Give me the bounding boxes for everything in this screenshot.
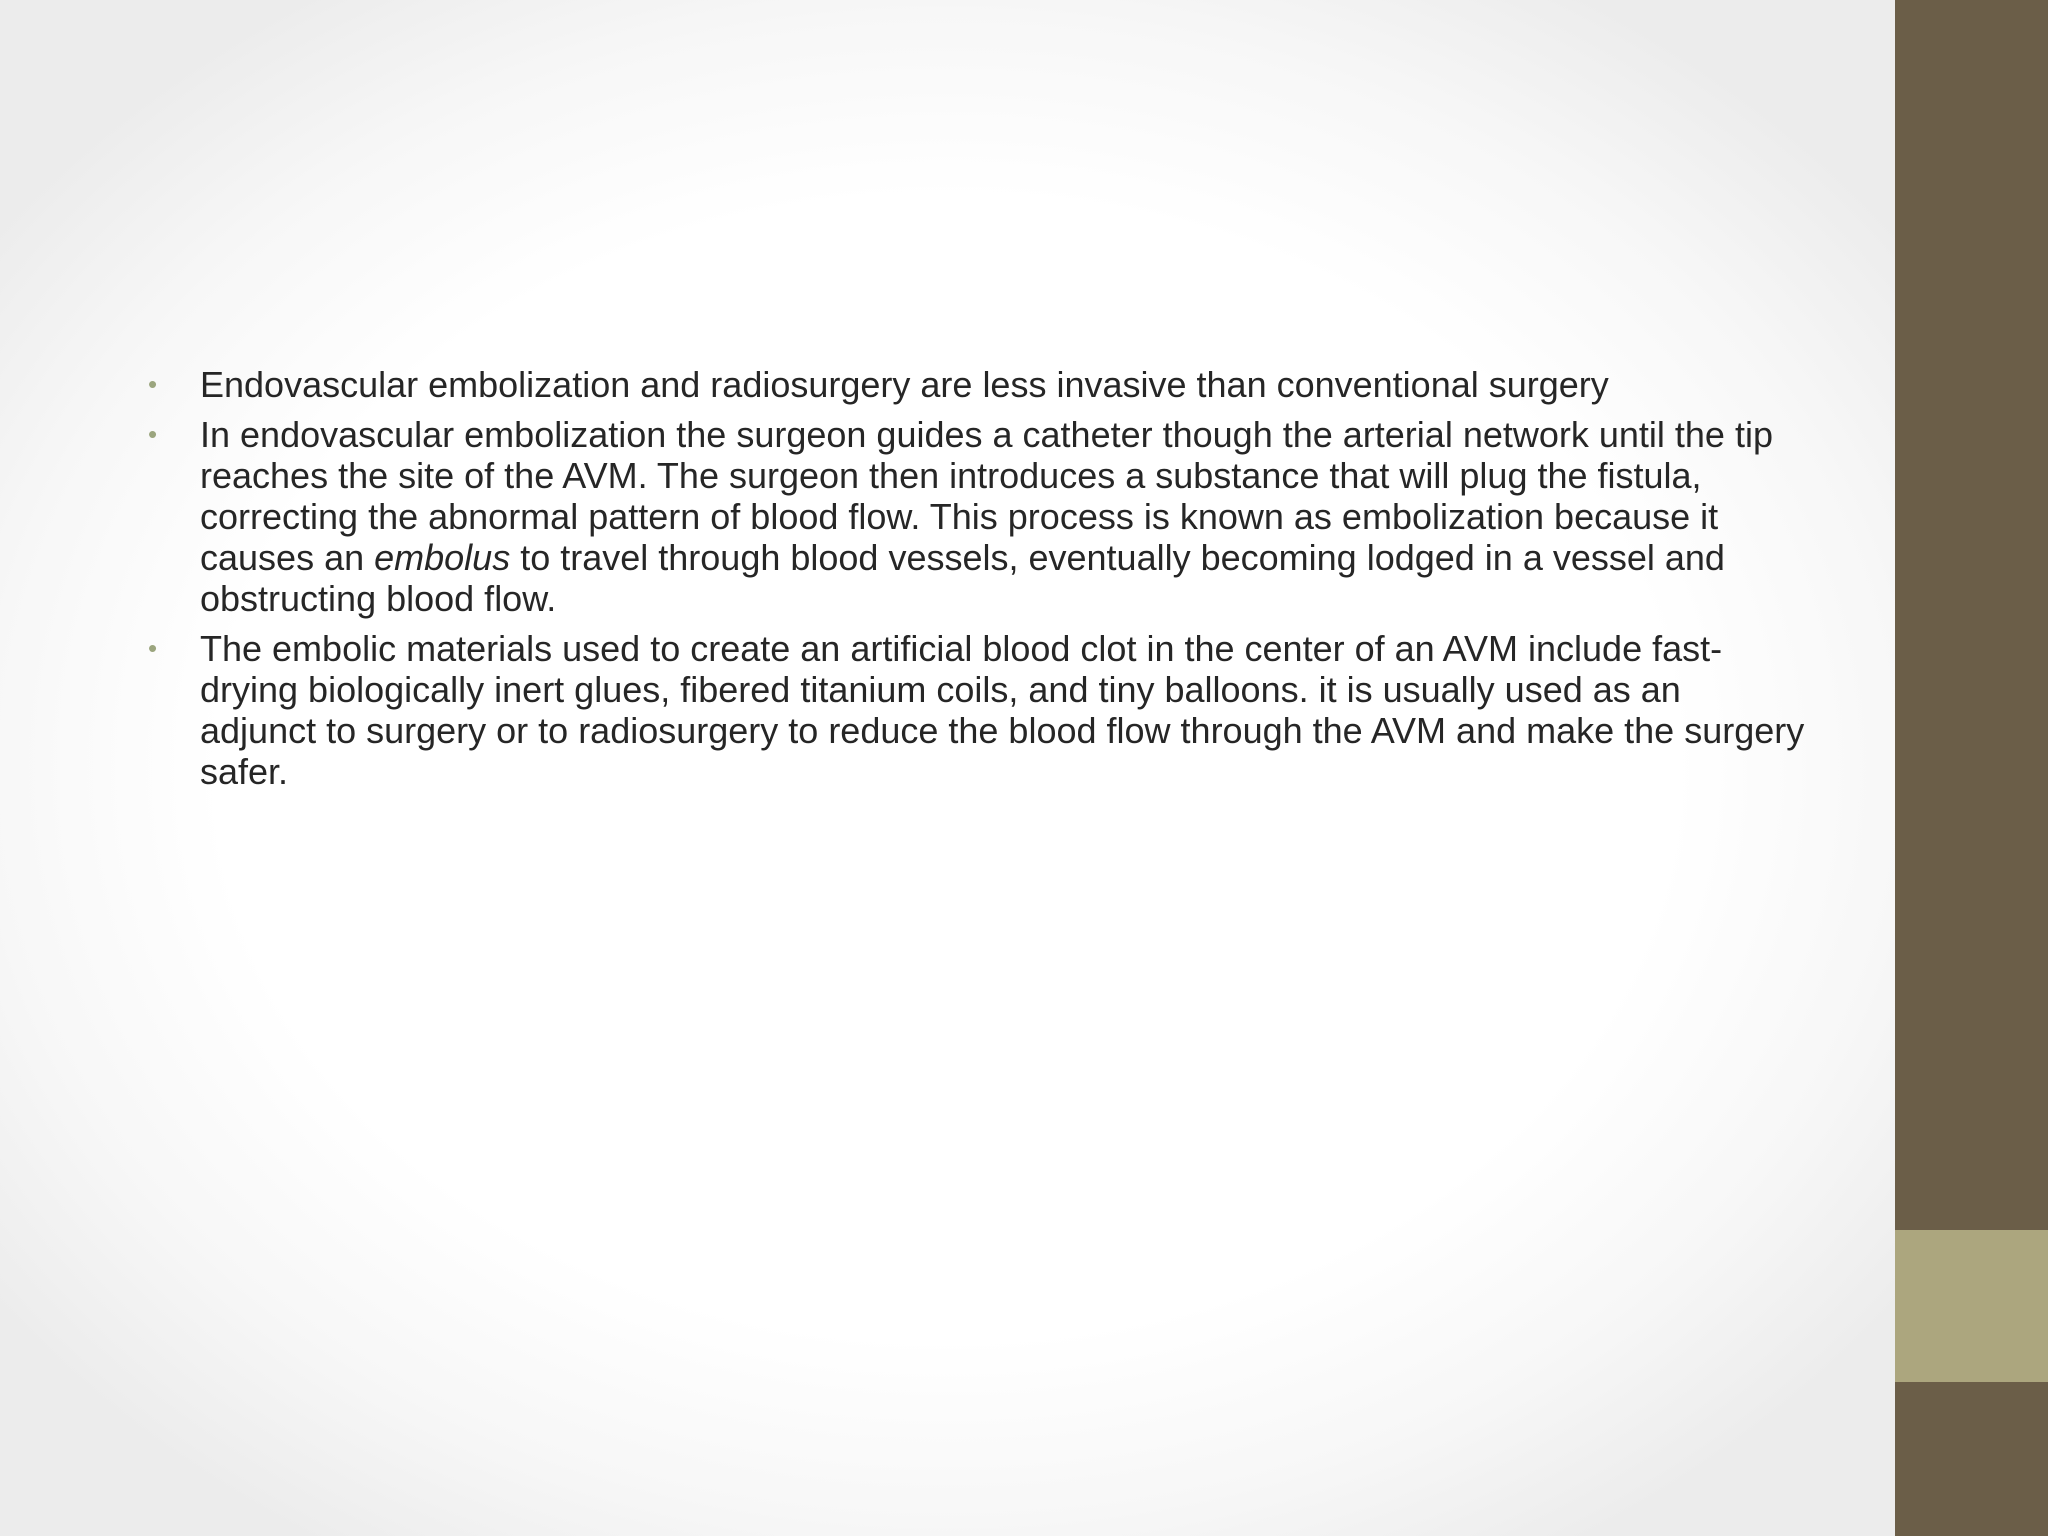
bullet-text-italic: embolus — [374, 537, 511, 578]
bullet-text — [200, 414, 1773, 619]
bullet-item-1 — [145, 364, 1805, 405]
bullet-text-before: In endovascular embolization the surgeon guides a catheter though the arterial network until the tip reaches the site of the AVM. The surgeon then introduces a substance that will plug the fistula, correcting the abnormal pattern of blood flow. This process is known as embolization because it causes an — [200, 414, 1773, 578]
bullet-item-2 — [145, 414, 1805, 619]
bullet-item-3 — [145, 628, 1805, 792]
bullet-dot-icon: • — [148, 369, 158, 399]
bullet-dot-icon: • — [148, 633, 158, 663]
bullet-text: Endovascular embolization and radiosurgery are less invasive than conventional surgery — [200, 364, 1609, 405]
bullet-dot-icon: • — [148, 419, 158, 449]
bullet-text-after: to travel through blood vessels, eventually becoming lodged in a vessel and obstructing blood flow. — [200, 537, 1725, 619]
bullet-list — [145, 364, 1805, 801]
bullet-text: The embolic materials used to create an artificial blood clot in the center of an AVM include fast-drying biologically inert glues, fibered titanium coils, and tiny balloons. it is usually used as an adjunct to surgery or to radiosurgery to reduce the blood flow through the AVM and make the surgery safer. — [200, 628, 1805, 792]
sidebar-accent-block — [1895, 1230, 2048, 1382]
